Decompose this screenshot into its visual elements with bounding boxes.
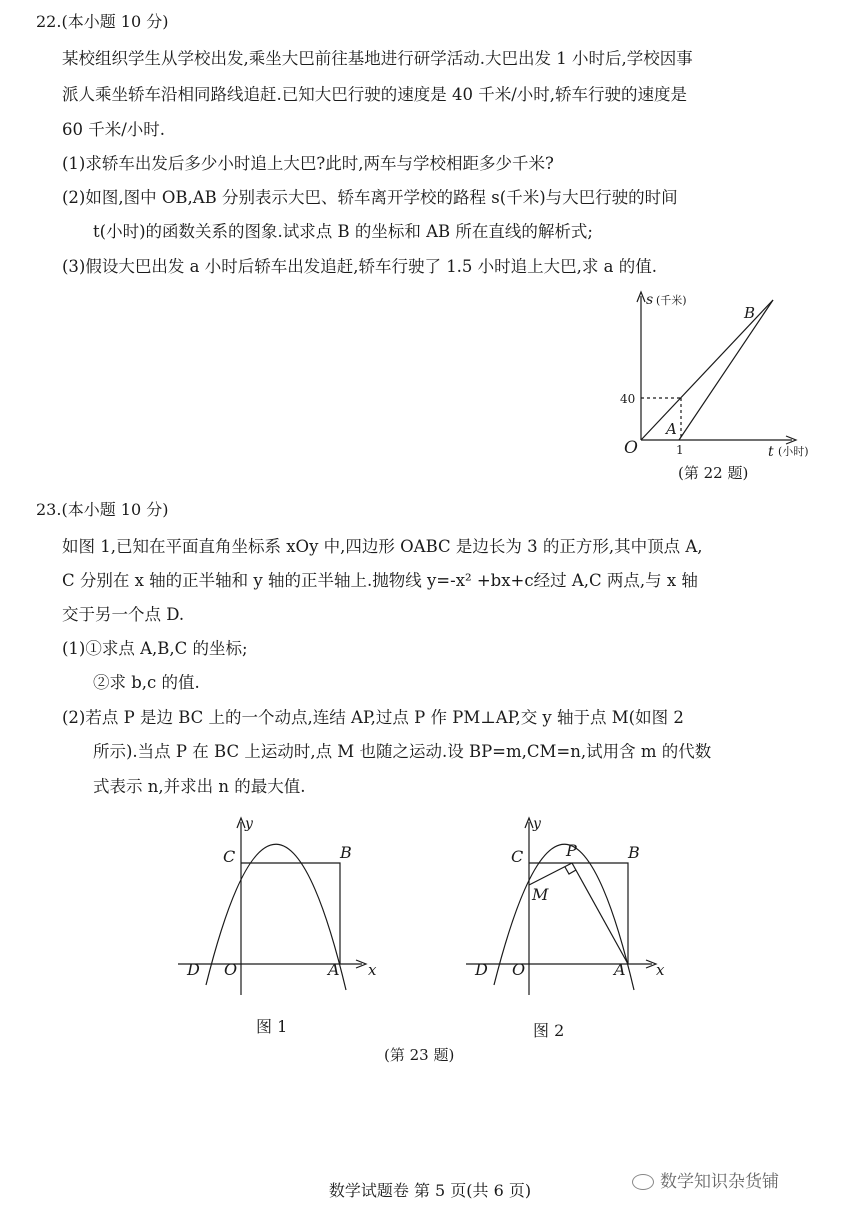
fig2-caption: 图 2 — [533, 1021, 565, 1040]
q22-header: 22.(本小题 10 分) — [36, 12, 169, 31]
q22-part-1: (1)求轿车出发后多少小时追上大巴?此时,两车与学校相距多少千米? — [62, 154, 554, 173]
q22-x-unit: (小时) — [778, 445, 809, 458]
q22-point-b-label: B — [744, 304, 756, 322]
watermark — [632, 1167, 779, 1192]
q22-y-label: s — [646, 292, 654, 308]
fig2-c-label: C — [511, 847, 524, 866]
fig2-segment-pm — [529, 863, 572, 885]
q22-part-2: (2)如图,图中 OB,AB 分别表示大巴、轿车离开学校的路程 s(千米)与大巴行驶的时间 — [62, 188, 678, 207]
q22-caption: (第 22 题) — [678, 464, 749, 482]
q22-point-a-label: A — [666, 420, 677, 438]
fig2-segment-ap — [572, 863, 628, 964]
watermark-text: 数学知识杂货铺 — [660, 1172, 779, 1192]
fig2-d-label: D — [475, 960, 488, 979]
q22-part-2-cont: t(小时)的函数关系的图象.试求点 B 的坐标和 AB 所在直线的解析式; — [93, 222, 593, 241]
fig1-a-label: A — [328, 960, 340, 979]
fig2-x-label: x — [656, 961, 665, 979]
q23-part-2: (2)若点 P 是边 BC 上的一个动点,连结 AP,过点 P 作 PM⊥AP,交 y 轴于点 M(如图 2 — [62, 708, 684, 727]
q23-intro-line-1: 如图 1,已知在平面直角坐标系 xOy 中,四边形 OABC 是边长为 3 的正方形,其中顶点 A, — [62, 537, 703, 556]
q22-intro-line-1: 某校组织学生从学校出发,乘坐大巴前往基地进行研学活动.大巴出发 1 小时后,学校因事 — [62, 49, 693, 68]
q22-tick-1: 1 — [676, 443, 684, 457]
q22-y-unit: (千米) — [656, 294, 687, 307]
fig2-m-label: M — [532, 885, 549, 904]
q23-part-1-2: ②求 b,c 的值. — [93, 673, 200, 692]
fig2-o-label: O — [512, 960, 526, 979]
q23-part-2-cont-2: 式表示 n,并求出 n 的最大值. — [93, 777, 306, 796]
q23-intro-line-3: 交于另一个点 D. — [62, 605, 185, 624]
fig1-caption: 图 1 — [256, 1017, 288, 1036]
q22-origin-label: O — [624, 438, 638, 458]
q23-part-2-cont-1: 所示).当点 P 在 BC 上运动时,点 M 也随之运动.设 BP=m,CM=n,试用含 m 的代数 — [93, 742, 712, 761]
fig2-y-label: y — [533, 816, 541, 832]
fig2-b-label: B — [628, 843, 640, 862]
q22-part-3: (3)假设大巴出发 a 小时后轿车出发追赶,轿车行驶了 1.5 小时追上大巴,求 a 的值. — [62, 257, 657, 276]
page-footer: 数学试题卷 第 5 页(共 6 页) — [328, 1181, 532, 1200]
q22-intro-line-2: 派人乘坐轿车沿相同路线追赶.已知大巴行驶的速度是 40 千米/小时,轿车行驶的速度是 — [62, 85, 688, 104]
wechat-icon — [632, 1174, 654, 1190]
q22-tick-40: 40 — [620, 392, 636, 406]
q23-part-1-1: (1)①求点 A,B,C 的坐标; — [62, 639, 248, 658]
fig1-c-label: C — [223, 847, 236, 866]
q23-caption: (第 23 题) — [384, 1046, 455, 1064]
fig1-d-label: D — [187, 960, 200, 979]
q23-header: 23.(本小题 10 分) — [36, 500, 169, 519]
fig1-o-label: O — [224, 960, 238, 979]
q22-x-label: t — [768, 444, 774, 460]
q23-intro-line-2: C 分别在 x 轴的正半轴和 y 轴的正半轴上.抛物线 y=-x² +bx+c经过 A,C 两点,与 x 轴 — [62, 571, 698, 590]
fig2-a-label: A — [614, 960, 626, 979]
fig1-x-label: x — [368, 961, 377, 979]
fig1-b-label: B — [340, 843, 352, 862]
fig2-p-label: P — [566, 841, 577, 860]
fig1-y-label: y — [245, 816, 253, 832]
q22-intro-line-3: 60 千米/小时. — [62, 120, 166, 139]
